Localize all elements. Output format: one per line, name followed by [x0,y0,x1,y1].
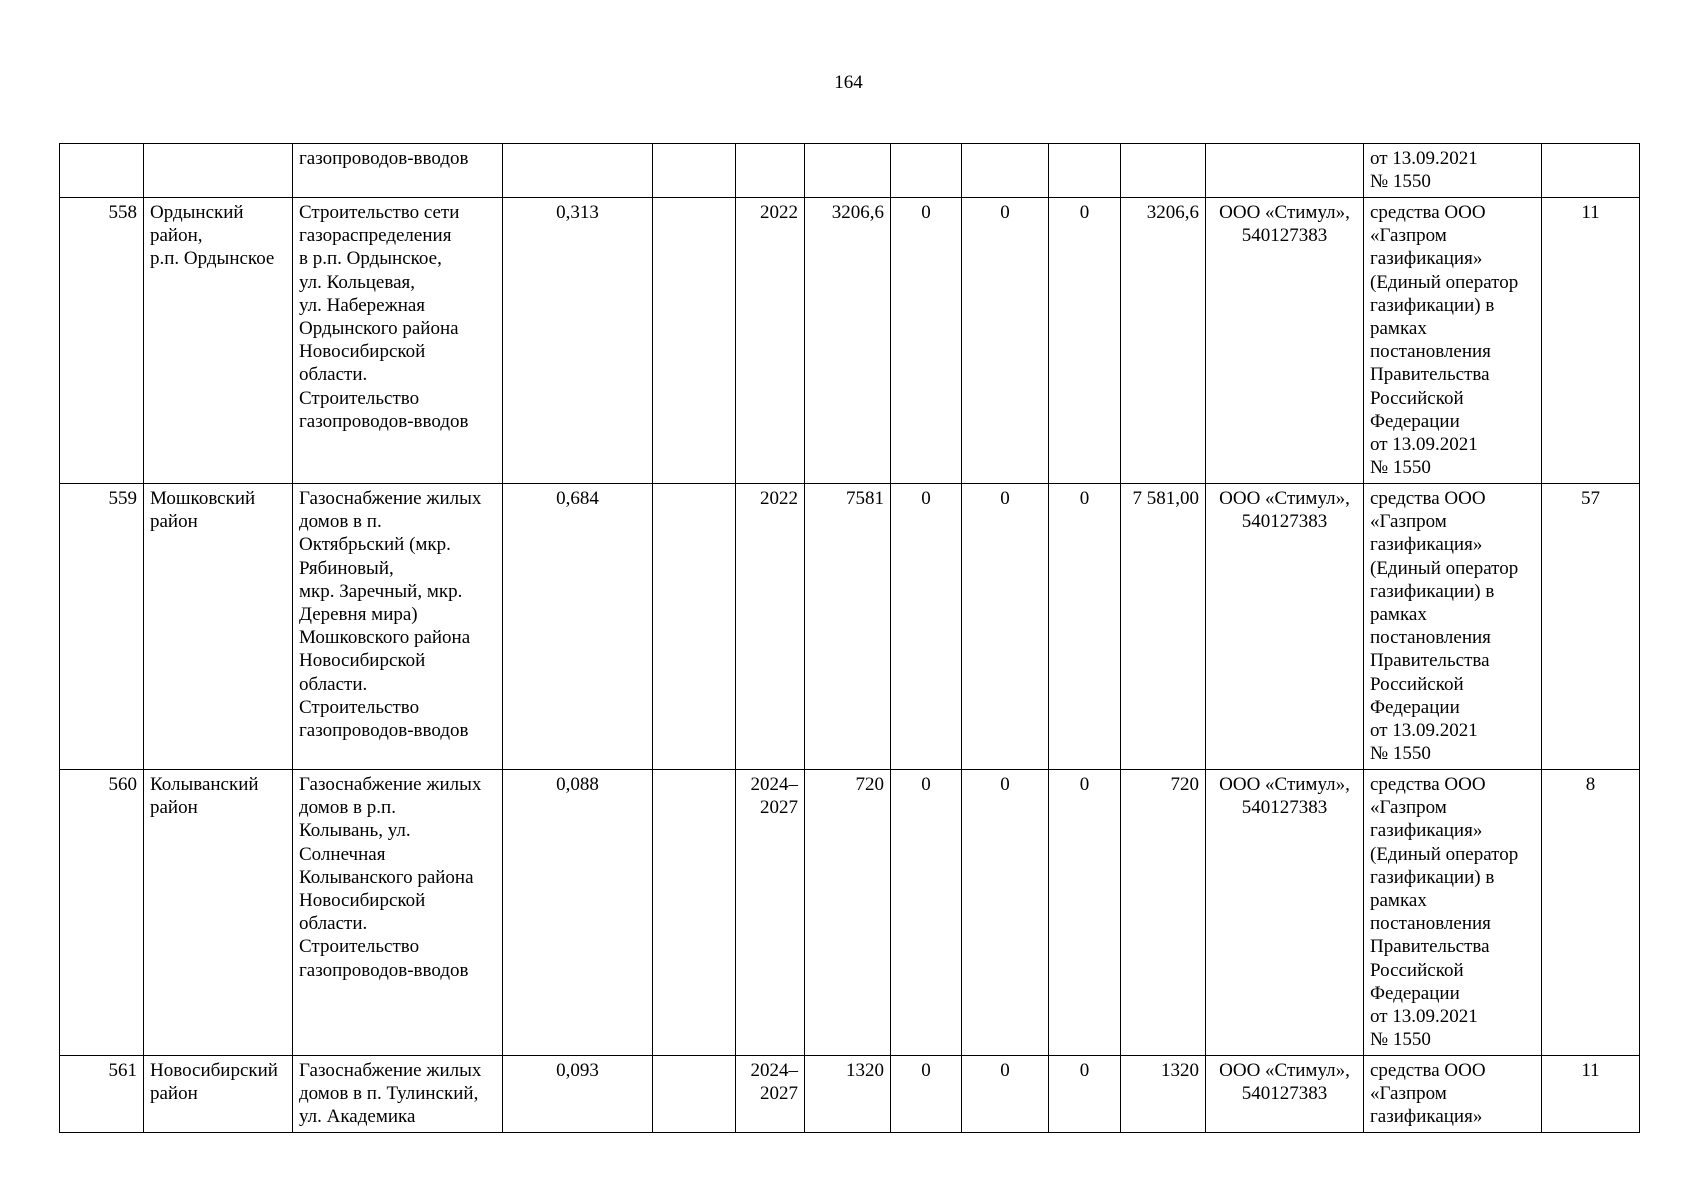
amount-cell: 0 [1049,198,1121,484]
row-number: 561 [60,1056,144,1133]
executor-cell [1206,144,1364,198]
table-row [60,144,1640,198]
row-number: 558 [60,198,144,484]
table-row [60,198,1640,484]
row-number: 559 [60,484,144,770]
table-row [60,1056,1640,1133]
year-cell: 2022 [736,484,805,770]
total-amount-cell: 1320 [805,1056,891,1133]
length-cell: 0,088 [503,770,653,1056]
amount-cell: 0 [962,484,1049,770]
empty-cell [653,144,736,198]
count-cell: 8 [1542,770,1640,1056]
gasification-table [59,143,1640,1133]
total-amount-cell: 720 [805,770,891,1056]
count-cell [1542,144,1640,198]
amount-cell: 0 [891,770,962,1056]
executor-cell: ООО «Стимул», 540127383 [1206,198,1364,484]
empty-cell [653,770,736,1056]
amount-cell [1049,144,1121,198]
total-amount-cell [805,144,891,198]
funding-source-cell: средства ООО «Газпром газификация» (Единый оператор газификации) в рамках постановления Правительства Российской Федерации от 13.09.2021 № 1550 [1364,484,1542,770]
table-row [60,484,1640,770]
page-number: 164 [834,72,863,93]
amount-cell: 0 [962,198,1049,484]
executor-cell: ООО «Стимул», 540127383 [1206,770,1364,1056]
amount-cell: 0 [1049,1056,1121,1133]
source-amount-cell: 7 581,00 [1121,484,1206,770]
source-amount-cell: 720 [1121,770,1206,1056]
count-cell: 57 [1542,484,1640,770]
district-cell [144,144,293,198]
year-cell: 2022 [736,198,805,484]
amount-cell: 0 [891,1056,962,1133]
amount-cell: 0 [962,770,1049,1056]
empty-cell [653,484,736,770]
amount-cell: 0 [891,198,962,484]
description-cell: Газоснабжение жилых домов в п. Тулинский, ул. Академика [293,1056,503,1133]
amount-cell: 0 [891,484,962,770]
source-amount-cell: 3206,6 [1121,198,1206,484]
source-amount-cell: 1320 [1121,1056,1206,1133]
empty-cell [653,1056,736,1133]
district-cell: Мошковский район [144,484,293,770]
empty-cell [653,198,736,484]
executor-cell: ООО «Стимул», 540127383 [1206,484,1364,770]
year-cell: 2024– 2027 [736,770,805,1056]
count-cell: 11 [1542,1056,1640,1133]
district-cell: Новосибирский район [144,1056,293,1133]
funding-source-cell: средства ООО «Газпром газификация» (Единый оператор газификации) в рамках постановления Правительства Российской Федерации от 13.09.2021 № 1550 [1364,198,1542,484]
table-body [60,144,1640,1133]
row-number [60,144,144,198]
count-cell: 11 [1542,198,1640,484]
description-cell: Газоснабжение жилых домов в р.п. Колывань, ул. Солнечная Колыванского района Новосибирской области. Строительство газопроводов-вводов [293,770,503,1056]
total-amount-cell: 7581 [805,484,891,770]
table-row [60,770,1640,1056]
district-cell: Ордынский район, р.п. Ордынское [144,198,293,484]
row-number: 560 [60,770,144,1056]
description-cell: Газоснабжение жилых домов в п. Октябрьский (мкр. Рябиновый, мкр. Заречный, мкр. Деревня мира) Мошковского района Новосибирской области. Строительство газопроводов-вводов [293,484,503,770]
amount-cell [962,144,1049,198]
amount-cell: 0 [1049,484,1121,770]
year-cell [736,144,805,198]
length-cell: 0,093 [503,1056,653,1133]
description-cell: Строительство сети газораспределения в р.п. Ордынское, ул. Кольцевая, ул. Набережная Ордынского района Новосибирской области. Строительство газопроводов-вводов [293,198,503,484]
total-amount-cell: 3206,6 [805,198,891,484]
length-cell: 0,313 [503,198,653,484]
funding-source-cell: от 13.09.2021 № 1550 [1364,144,1542,198]
amount-cell: 0 [962,1056,1049,1133]
funding-source-cell: средства ООО «Газпром газификация» (Единый оператор газификации) в рамках постановления Правительства Российской Федерации от 13.09.2021 № 1550 [1364,770,1542,1056]
executor-cell: ООО «Стимул», 540127383 [1206,1056,1364,1133]
year-cell: 2024– 2027 [736,1056,805,1133]
length-cell [503,144,653,198]
length-cell: 0,684 [503,484,653,770]
amount-cell: 0 [1049,770,1121,1056]
amount-cell [891,144,962,198]
district-cell: Колыванский район [144,770,293,1056]
funding-source-cell: средства ООО «Газпром газификация» [1364,1056,1542,1133]
description-cell: газопроводов-вводов [293,144,503,198]
source-amount-cell [1121,144,1206,198]
